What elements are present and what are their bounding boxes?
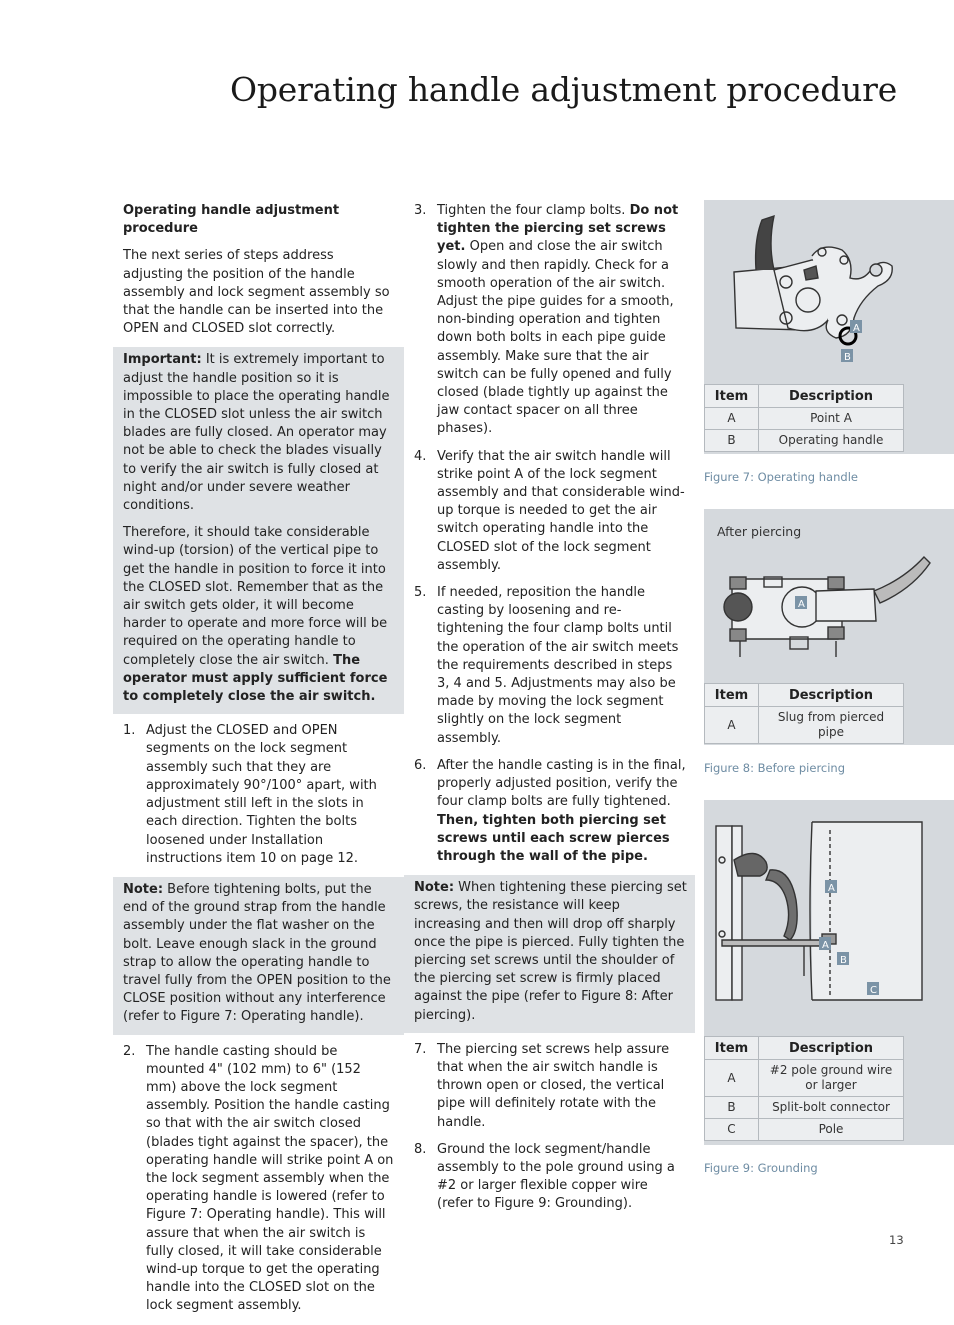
table-header-row — [705, 1037, 904, 1060]
label-b: B — [840, 955, 847, 966]
cell-description: #2 pole ground wire or larger — [759, 1060, 904, 1097]
grounding-illustration — [704, 800, 954, 1036]
therefore-text: Therefore, it should take considerable wind-up (torsion) of the vertical pipe to get the handle in position to force it into the CLOSED slot. Remember that as the air switch gets older, it will become harder to operate and more force will be required on the operating handle to completely close the air switch. — [123, 525, 388, 668]
cell-description: Point A — [759, 408, 904, 430]
header-item: Item — [705, 385, 759, 408]
important-label: Important: — [123, 352, 202, 368]
step-text: Adjust the CLOSED and OPEN segments on the lock segment assembly such that they are approximately 90°/100° apart, with adjustment still left in the slots in each direction. Tighten the bolts loosened under Installation instructions item 10 on page 12. — [146, 723, 377, 866]
note-paragraph — [414, 879, 687, 1025]
cell-item: B — [705, 430, 759, 452]
cell-description: Pole — [759, 1119, 904, 1141]
step6-bold: Then, tighten both piercing set screws until each screw pierces through the wall of the pipe. — [437, 812, 670, 864]
label-a-top: A — [828, 883, 835, 894]
step-6 — [404, 757, 695, 866]
step-2 — [113, 1043, 404, 1316]
therefore-paragraph — [123, 524, 396, 706]
label-a-bottom: A — [822, 940, 829, 951]
step-text: The piercing set screws help assure that when the air switch handle is thrown open or closed, the vertical pipe will definitely rotate with the handle. — [437, 1041, 670, 1130]
step3-bold: Do not tighten the piercing set screws yet. — [437, 203, 679, 255]
header-description: Description — [759, 385, 904, 408]
cell-item: B — [705, 1097, 759, 1119]
step-text — [437, 757, 686, 866]
table-header-row — [705, 385, 904, 408]
cell-description: Operating handle — [759, 430, 904, 452]
cell-item: A — [705, 707, 759, 744]
figure-8-caption: Figure 8: Before piercing — [704, 761, 846, 775]
step-text: The handle casting should be mounted 4" (102 mm) to 6" (152 mm) above the lock segment assembly. Position the handle casting so that with the air switch closed (blades tight against the spacer), the operating handle will strike point A on the lock segment assembly when the operating handle is lowered (refer to Figure 7: Operating handle). This will assure that when the air switch is fully closed, it will take considerable wind-up torque to get the operating handle into the CLOSED slot on the lock segment assembly. — [146, 1043, 394, 1314]
figure-9-panel — [704, 800, 954, 1145]
header-item: Item — [705, 1037, 759, 1060]
left-column — [113, 202, 404, 1325]
note-text: Before tightening bolts, put the end of the ground strap from the handle assembly under the flat washer on the bolt. Leave enough slack in the ground strap to allow the operating handle to travel fully from the OPEN position to the CLOSE position without any interference (refer to Figure 7: Operating handle). — [123, 881, 391, 1025]
note-box — [113, 877, 404, 1035]
label-b: B — [844, 352, 851, 363]
step-number: 8. — [414, 1141, 427, 1157]
header-description: Description — [759, 1037, 904, 1060]
step-number: 3. — [414, 203, 427, 218]
table-header-row — [705, 684, 904, 707]
step-number: 6. — [414, 757, 427, 773]
table-row — [705, 408, 904, 430]
label-a: A — [853, 323, 860, 334]
cell-description: Split-bolt connector — [759, 1097, 904, 1119]
therefore-bold: The operator must apply sufficient force to completely close the air switch. — [123, 652, 388, 705]
step-number: 1. — [123, 723, 136, 739]
step-8 — [404, 1141, 695, 1214]
step-7 — [404, 1041, 695, 1132]
step-text: If needed, reposition the handle casting by loosening and re-tightening the four clamp bolts until the operation of the air switch meets the requirements described in steps 3, 4 and 5. Adjustments may also be made by moving the lock segment slightly on the lock segment assembly. — [437, 585, 679, 746]
step-number: 4. — [414, 448, 427, 464]
header-item: Item — [705, 684, 759, 707]
step3-text-b: Open and close the air switch slowly and then rapidly. Check for a smooth operation of the air switch. Adjust the pipe guides for a smooth, non-binding operation and tighten down both bolts in each pipe guide assembly. Make sure that the air switch can be fully opened and fully closed (blade tightly up against the jaw contact spacer on all three phases). — [437, 239, 674, 437]
figure-9-table — [704, 1036, 904, 1141]
label-c: C — [870, 985, 877, 996]
note-paragraph — [123, 881, 396, 1027]
cell-item: A — [705, 1060, 759, 1097]
figure-8-table — [704, 683, 904, 744]
table-row — [705, 1097, 904, 1119]
important-box — [113, 347, 404, 714]
note-label: Note: — [414, 880, 455, 896]
note-box — [404, 875, 695, 1033]
figure-7-panel — [704, 200, 954, 454]
table-row — [705, 430, 904, 452]
step-text: Ground the lock segment/handle assembly to the pole ground using a #2 or larger flexible copper wire (refer to Figure 9: Grounding). — [437, 1141, 675, 1212]
step-number: 7. — [414, 1041, 427, 1057]
table-row — [705, 707, 904, 744]
figure-7-caption: Figure 7: Operating handle — [704, 470, 858, 484]
important-paragraph — [123, 351, 396, 515]
after-piercing-label: After piercing — [717, 524, 802, 539]
step-5 — [404, 584, 695, 748]
table-row — [705, 1119, 904, 1141]
cell-item: A — [705, 408, 759, 430]
middle-column — [404, 202, 695, 1223]
step-3 — [404, 202, 695, 439]
cell-item: C — [705, 1119, 759, 1141]
page-number: 13 — [889, 1233, 904, 1247]
note-text: When tightening these piercing set screws, the resistance will keep increasing and then will drop off sharply once the pipe is pierced. Fully tighten the piercing set screws until the shoulder of the piercing set screw is firmly placed against the pipe (refer to Figure 8: After piercing). — [414, 880, 687, 1023]
table-row — [705, 1060, 904, 1097]
step-text — [437, 202, 686, 439]
important-text: It is extremely important to adjust the handle position so it is impossible to place the operating handle in the CLOSED slot unless the air switch blades are fully closed. An operator may not be able to check the blades visually to verify the air switch is fully closed at night and/or under severe weather conditions. — [123, 352, 390, 514]
step-4 — [404, 448, 695, 575]
cell-description: Slug from pierced pipe — [759, 707, 904, 744]
intro-paragraph: The next series of steps address adjusting the position of the handle assembly and lock segment assembly so that the handle can be inserted into the OPEN and CLOSED slot correctly. — [123, 248, 390, 337]
step-text: Verify that the air switch handle will strike point A of the lock segment assembly and that considerable wind-up torque is needed to get the air switch operating handle into the CLOSED slot of the lock segment assembly. — [437, 448, 685, 573]
step-number: 5. — [414, 585, 427, 601]
section-heading: Operating handle adjustment procedure — [123, 203, 340, 237]
figure-8-panel — [704, 509, 954, 745]
step6-text-a: After the handle casting is in the final, properly adjusted position, verify the four clamp bolts are fully tightened. — [437, 757, 686, 810]
header-description: Description — [759, 684, 904, 707]
label-a: A — [798, 599, 805, 610]
note-label: Note: — [123, 881, 164, 897]
figure-7-table — [704, 384, 904, 452]
page-title: Operating handle adjustment procedure — [230, 70, 898, 109]
step-number: 2. — [123, 1043, 136, 1059]
operating-handle-illustration — [704, 200, 954, 384]
step3-text-a: Tighten the four clamp bolts. — [437, 203, 630, 218]
step-1 — [113, 722, 404, 868]
figure-9-caption: Figure 9: Grounding — [704, 1161, 818, 1175]
